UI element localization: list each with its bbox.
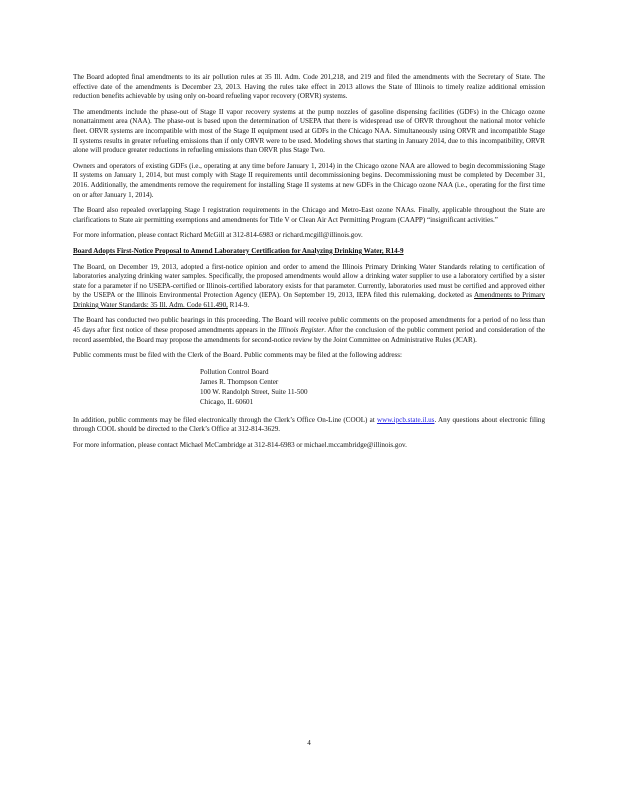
illinois-register-title: Illinois Register (278, 326, 325, 335)
electronic-filing-text: In addition, public comments may be filed electronically through the Clerk’s Office On-Line (COOL) at (73, 415, 377, 424)
paragraph-hearings (73, 316, 545, 345)
paragraph-first-notice (73, 263, 545, 311)
hearings-text: The Board has conducted two public hearings in this proceeding. The Board will receive public comments on the proposed amendments for a period of no less than 45 days after first notice of these proposed amendments appears in the (73, 316, 545, 335)
rulemaking-title-link[interactable]: Amendments to Primary Drinking Water Standards: 35 Ill. Adm. Code 611.490, (73, 291, 545, 309)
mailing-address (200, 367, 545, 408)
page-number: 4 (307, 739, 311, 747)
paragraph-contact-mcgill: For more information, please contact Richard McGill at 312-814-6983 or richard.mcgill@illinois.gov. (73, 231, 363, 240)
ipcb-website-link[interactable]: www.ipcb.state.il.us (376, 415, 435, 424)
address-line: James R. Thompson Center (200, 378, 279, 387)
first-notice-text: The Board, on December 19, 2013, adopted a first-notice opinion and order to amend the Illinois Primary Drinking Water Standards relating to certification of laboratories analyzing drinking water samples. Specifically, the proposed amendments would allow a drinking water supplier to use a laboratory certified by a sister state for a parameter if no USEPA-certified or Illinois-certified laboratory exists for that parameter. Currently, laboratories used must be certified and approved either by the USEPA or the Illinois Environmental Protection Agency (IEPA). On September 19, 2013, IEPA filed this rulemaking, docketed as (73, 262, 545, 300)
address-line: 100 W. Randolph Street, Suite 11-500 (200, 388, 308, 397)
paragraph-contact-mccambridge: For more information, please contact Michael McCambridge at 312-814-6983 or michael.mccambridge@illinois.gov. (73, 440, 407, 449)
paragraph-stage-two-phaseout: The amendments include the phase-out of Stage II vapor recovery systems at the pump nozzles of gasoline dispensing facilities (GDFs) in the Chicago ozone nonattainment area (NAA). The phase-out is based upon the determination of USEPA that there is widespread use of ORVR throughout the national motor vehicle fleet. ORVR systems are incompatible with most of the Stage II equipment used at GDFs in the Chicago NAA. Simultaneously using ORVR and incompatible Stage II systems results in greater refueling emissions than if only ORVR were to be used. Modeling shows that starting in January 2014, due to this incompatibility, ORVR alone will produce greater reductions in refueling emissions than ORVR plus Stage Two. (73, 107, 545, 155)
electronic-filing-text-end: . Any questions about electronic filing through COOL should be directed to the Clerk’s Office at 312-814-3629. (73, 415, 546, 434)
paragraph-stage-one-repeal: The Board also repealed overlapping Stage I registration requirements in the Chicago and Metro-East ozone NAAs. Finally, applicable throughout the State are clarifications to State air permitting exemptions and amendments for Title V or Clean Air Act Permitting Program (CAAPP) “insignificant activities.” (73, 206, 545, 224)
hearings-text-end: . After the conclusion of the public comment period and consideration of the record assembled, the Board may propose the amendments for second-notice review by the Joint Committee on Administrative Rules (JCAR). (73, 326, 546, 344)
paragraph-owners-operators: Owners and operators of existing GDFs (i.e., operating at any time before January 1, 2014) in the Chicago ozone NAA are allowed to begin decommissioning Stage II systems on January 1, 2014, but must comply with Stage II requirements until decommissioning begins. Decommissioning must be completed by December 31, 2016. Additionally, the amendments remove the requirement for installing Stage II systems at new GDFs in the Chicago ozone NAA (i.e., operating for the first time on or after January 1, 2014). (73, 161, 545, 199)
page-content (73, 73, 545, 456)
paragraph-public-comments: Public comments must be filed with the Clerk of the Board. Public comments may be filed at the following address: (73, 351, 403, 360)
section-heading-r14-9: Board Adopts First-Notice Proposal to Amend Laboratory Certification for Analyzing Drinking Water, R14-9 (73, 246, 404, 255)
paragraph-final-amendments: The Board adopted final amendments to its air pollution rules at 35 Ill. Adm. Code 201,218, and 219 and filed the amendments with the Secretary of State. The effective date of the amendments is December 23, 2013. Having the rules take effect in 2013 allows the State of Illinois to timely realize additional emission reduction benefits achievable by using only on-board refueling vapor recovery (ORVR) systems. (73, 73, 545, 101)
address-line: Pollution Control Board (200, 367, 269, 376)
docket-number: R14-9. (227, 300, 250, 309)
address-line: Chicago, IL 60601 (200, 398, 254, 407)
paragraph-electronic-filing (73, 416, 545, 435)
